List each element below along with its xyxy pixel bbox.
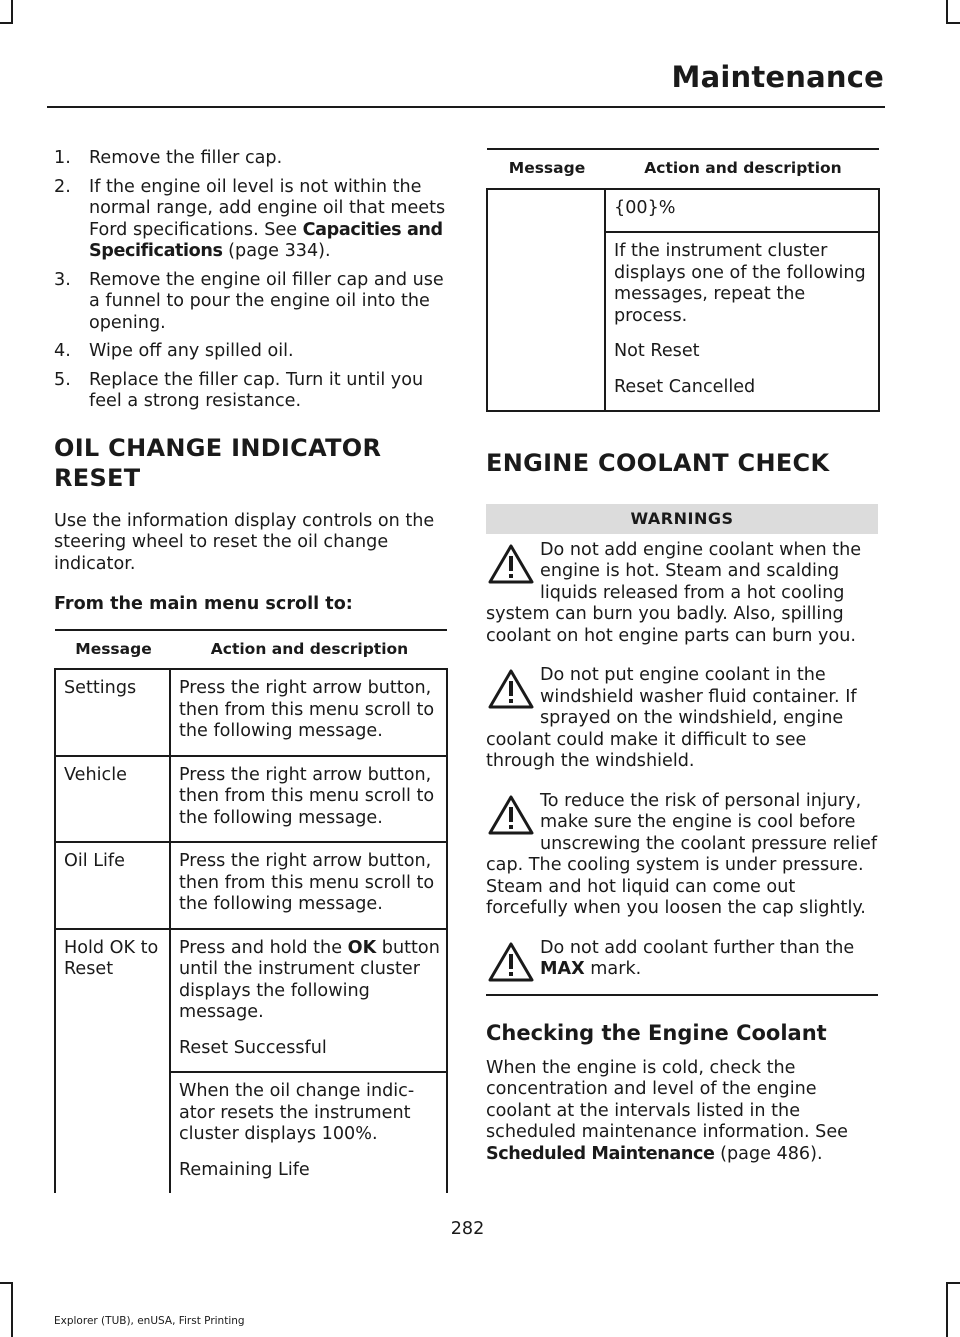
warning-triangle-icon	[486, 940, 536, 986]
scheduled-maintenance-link[interactable]: Scheduled Maintenance	[486, 1143, 715, 1164]
table-row	[55, 669, 447, 756]
section-heading-oil-change	[54, 433, 446, 493]
scroll-heading: From the main menu scroll to:	[54, 594, 353, 614]
crop-mark	[11, 1282, 13, 1337]
warning-block	[486, 540, 878, 648]
table-row	[55, 842, 447, 929]
step-item	[54, 341, 446, 363]
step-text: Remove the engine oil filler cap and use a funnel to pour the engine oil into the opening.	[89, 269, 444, 333]
step-number: 2.	[54, 176, 71, 197]
action-cell: {00}%	[605, 189, 879, 233]
action-cell: Press the right arrow button, then from this menu scroll to the following message.	[170, 669, 447, 756]
table-row	[55, 929, 447, 1073]
heading-line: OIL CHANGE INDICATOR	[54, 433, 382, 462]
message-cell: Hold OK to Reset	[55, 929, 170, 1194]
indicator-text: When the oil change indic-ator resets the instrument cluster displays 100%.	[179, 1081, 415, 1144]
action-cell	[170, 929, 447, 1073]
crop-mark	[11, 0, 13, 24]
step-number: 4.	[54, 341, 71, 361]
table-row	[55, 756, 447, 843]
header-rule	[47, 106, 885, 108]
capacities-link[interactable]: Capacities and Specifications	[89, 219, 443, 261]
display-message: Not Reset	[614, 341, 700, 361]
message-cell: Vehicle	[55, 756, 170, 843]
paragraph-text: When the engine is cold, check the concentration and level of the engine coolant at the intervals listed in the scheduled maintenance information. See	[486, 1057, 849, 1142]
warning-text-part: mark.	[584, 959, 642, 979]
warning-text-part: Do not add coolant further than the	[540, 937, 855, 958]
action-cell: Press the right arrow button, then from this menu scroll to the following message.	[170, 756, 447, 843]
crop-mark	[946, 22, 960, 24]
warning-block	[486, 938, 878, 986]
warning-triangle-icon	[486, 542, 536, 588]
subsection-heading: Checking the Engine Coolant	[486, 1020, 827, 1045]
warning-text: Do not put engine coolant in the windshield washer fluid container. If sprayed on the windshield, engine coolant could make it difficult to see through the windshield.	[486, 665, 857, 771]
crop-mark	[946, 1282, 960, 1284]
warnings-banner: WARNINGS	[486, 504, 878, 534]
oil-reset-table	[54, 629, 448, 1194]
crop-mark	[946, 1282, 948, 1337]
crop-mark	[0, 22, 13, 24]
crop-mark	[0, 1282, 13, 1284]
warning-block	[486, 791, 878, 920]
section-heading-coolant: ENGINE COOLANT CHECK	[486, 449, 830, 477]
max-mark-label: MAX	[540, 959, 585, 979]
table-row	[487, 189, 879, 233]
column-header-message: Message	[55, 630, 170, 670]
action-cell: Press the right arrow button, then from this menu scroll to the following message.	[170, 842, 447, 929]
coolant-check-paragraph	[486, 1058, 878, 1166]
instruction-text: Press and hold the	[179, 937, 348, 958]
oil-reset-table-continued	[486, 148, 880, 412]
warning-text: To reduce the risk of personal injury, make sure the engine is cool before unscrewing the coolant pressure relief cap. The cooling system is under pressure. Steam and hot liquid can come out forcefully when you loosen the cap slightly.	[486, 790, 878, 918]
right-column	[486, 148, 878, 1184]
step-text: If the engine oil level is not within the normal range, add engine oil that meets Ford specifications. See	[89, 176, 446, 240]
step-number: 3.	[54, 269, 71, 290]
heading-line: RESET	[54, 463, 141, 492]
instruction-text: button until the instrument cluster displays the following message.	[179, 937, 440, 1022]
warning-text: Do not add engine coolant when the engine is hot. Steam and scalding liquids released from a hot cooling system can burn you badly. Also, spilling coolant on hot engine parts can burn you.	[486, 539, 862, 646]
step-item	[54, 270, 446, 335]
step-list	[54, 148, 446, 413]
column-header-action: Action and description	[170, 630, 447, 670]
footer-text: Explorer (TUB), enUSA, First Printing	[54, 1315, 245, 1327]
step-text: Replace the filler cap. Turn it until you feel a strong resistance.	[89, 369, 424, 411]
step-item	[54, 148, 446, 170]
table-header-row	[55, 630, 447, 670]
warning-triangle-icon	[486, 667, 536, 713]
warnings-end-rule	[486, 994, 878, 996]
action-cell	[170, 1072, 447, 1193]
step-text: Wipe off any spilled oil.	[89, 341, 294, 361]
page-title: Maintenance	[671, 60, 884, 94]
crop-mark	[946, 0, 948, 24]
message-cell	[487, 189, 605, 412]
display-message: Reset Successful	[179, 1037, 327, 1058]
warning-triangle-icon	[486, 793, 536, 839]
ok-button-label: OK	[347, 937, 377, 958]
column-header-message: Message	[487, 149, 605, 189]
left-column	[54, 148, 446, 1193]
message-cell: Oil Life	[55, 842, 170, 929]
hold-instruction	[179, 938, 440, 1024]
step-number: 5.	[54, 369, 71, 390]
step-item	[54, 177, 446, 263]
warning-text	[486, 938, 878, 981]
display-message: Remaining Life	[179, 1159, 310, 1180]
step-item	[54, 370, 446, 413]
intro-paragraph: Use the information display controls on the steering wheel to reset the oil change indicator.	[54, 510, 435, 574]
repeat-text: If the instrument cluster displays one of the following messages, repeat the process.	[614, 241, 866, 326]
step-number: 1.	[54, 148, 71, 168]
message-cell: Settings	[55, 669, 170, 756]
step-text: Remove the filler cap.	[89, 148, 283, 168]
page-reference: (page 486).	[714, 1143, 823, 1164]
page-number: 282	[450, 1219, 485, 1239]
page-reference: (page 334).	[222, 241, 331, 261]
warning-block	[486, 665, 878, 773]
action-cell	[605, 232, 879, 411]
display-message: Reset Cancelled	[614, 376, 756, 397]
column-header-action: Action and description	[605, 149, 879, 189]
table-header-row	[487, 149, 879, 189]
